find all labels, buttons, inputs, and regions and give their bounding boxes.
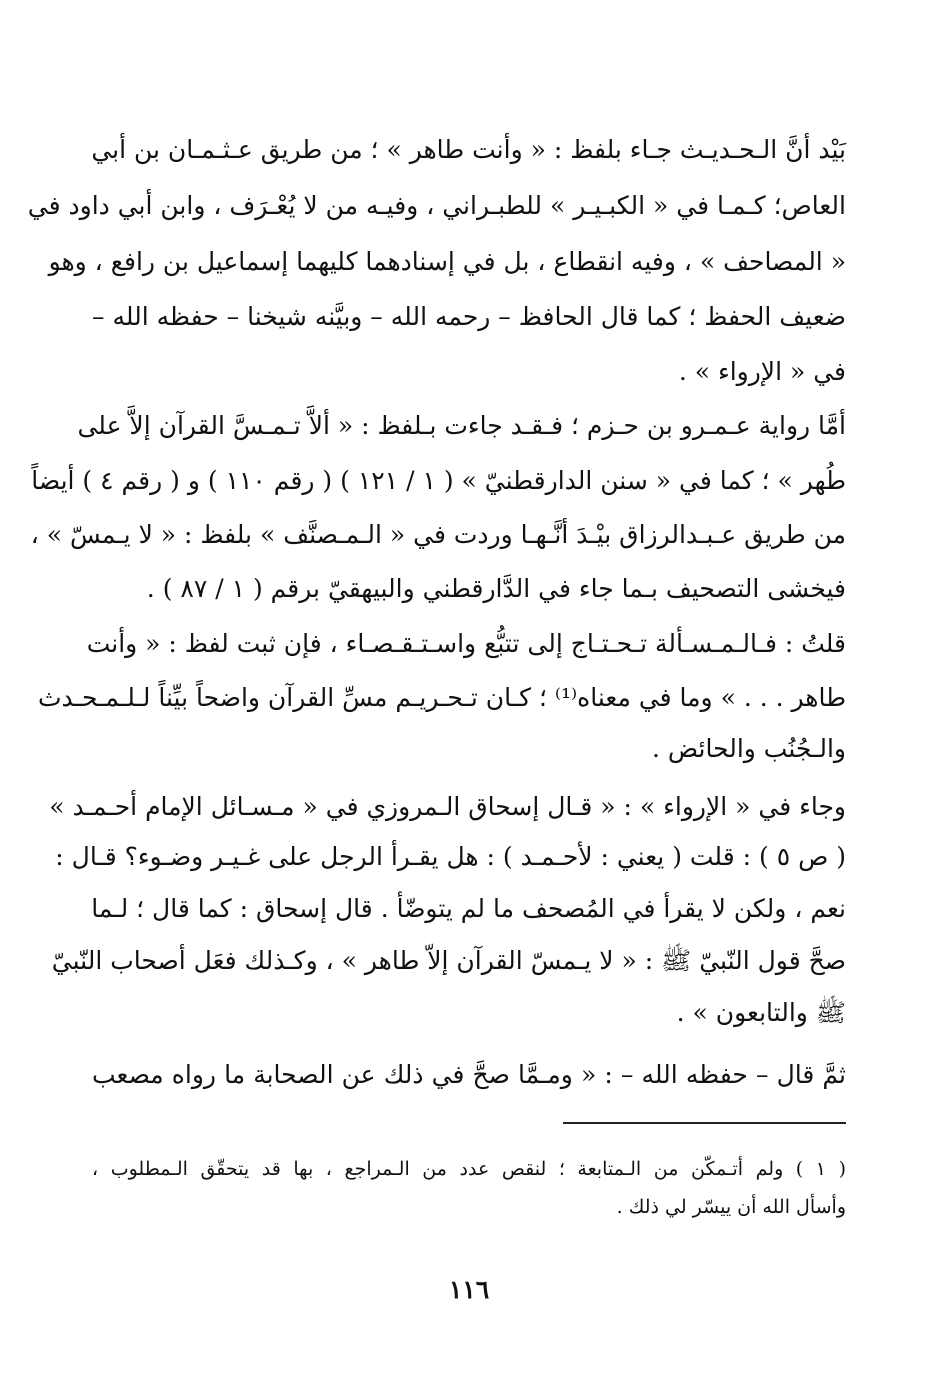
page-number: ١١٦	[448, 1275, 490, 1304]
body-line: من طريق عـبـدالرزاق بيْـدَ أنَّـهـا وردت في « الـمـصنَّف » بلفظ : « لا يـمسّ » ،	[30, 520, 846, 549]
body-line: في « الإرواء » .	[678, 357, 846, 386]
body-line: صحَّ قول النّبيّ ﷺ : « لا يـمسّ القرآن إلاّ طاهر » ، وكـذلك فعَل أصحاب النّبيّ	[51, 946, 846, 975]
footnote-line: وأسأل الله أن ييسّر لي ذلك .	[616, 1196, 846, 1218]
body-line: ﷺ والتابعون » .	[676, 998, 846, 1027]
body-line: والـجُنُب والحائض .	[651, 734, 846, 763]
body-line: ثمَّ قال – حفظه الله – : « ومـمَّا صحَّ في ذلك عن الصحابة ما رواه مصعب	[92, 1060, 846, 1089]
footnote-line: ( ١ ) ولم أتـمكّن من الـمتابعة ؛ لنقص عدد من الـمراجع ، بها قد يتحقّق الـمطلوب ،	[92, 1158, 846, 1180]
body-line: نعم ، ولكن لا يقرأ في المُصحف ما لم يتوضّأ . قال إسحاق : كما قال ؛ لـما	[91, 894, 846, 923]
body-line: فيخشى التصحيف بـما جاء في الدَّارقطني والبيهقيّ برقم ( ١ / ٨٧ ) .	[146, 574, 846, 603]
body-line: أمَّا رواية عـمـرو بن حـزم ؛ فـقـد جاءت بـلفظ : « ألاَّ تـمـسَّ القرآن إلاَّ على	[77, 411, 846, 440]
body-line: طُهر » ؛ كما في « سنن الدارقطنيّ » ( ١ / ١٢١ ) ( رقم ١١٠ ) و ( رقم ٤ ) أيضاً	[31, 466, 846, 495]
body-line: وجاء في « الإرواء » : « قـال إسحاق الـمروزي في « مـسـائل الإمام أحـمـد »	[49, 792, 846, 821]
body-line: ( ص ٥ ) : قلت ( يعني : لأحـمـد ) : هل يقـرأ الرجل على غـيـر وضـوء؟ قـال :	[55, 842, 846, 871]
body-line: ضعيف الحفظ ؛ كما قال الحافظ – رحمه الله – وبيَّنه شيخنا – حفظه الله –	[92, 302, 846, 331]
body-line: قلتُ : فـالـمـسـألة تـحـتـاج إلى تتبُّع واسـتـقـصـاء ، فإن ثبت لفظ : « وأنت	[86, 629, 846, 658]
body-line: العاص؛ كـمـا في « الكبـيـر » للطبـراني ، وفيـه من لا يُعْـرَف ، وابن أبي داود في	[27, 191, 846, 220]
footnote-separator	[563, 1122, 846, 1124]
body-line: طاهر . . . » وما في معناه⁽¹⁾ ؛ كـان تـحـريـم مسِّ القرآن واضحاً بيِّناً لـلـمـحـدث	[37, 683, 846, 712]
body-line: بَيْد أنَّ الـحـديـث جـاء بلفظ : « وأنت طاهر » ؛ من طريق عـثـمـان بن أبي	[91, 135, 846, 164]
body-line: « المصاحف » ، وفيه انقطاع ، بل في إسنادهما كليهما إسماعيل بن رافع ، وهو	[48, 247, 846, 276]
